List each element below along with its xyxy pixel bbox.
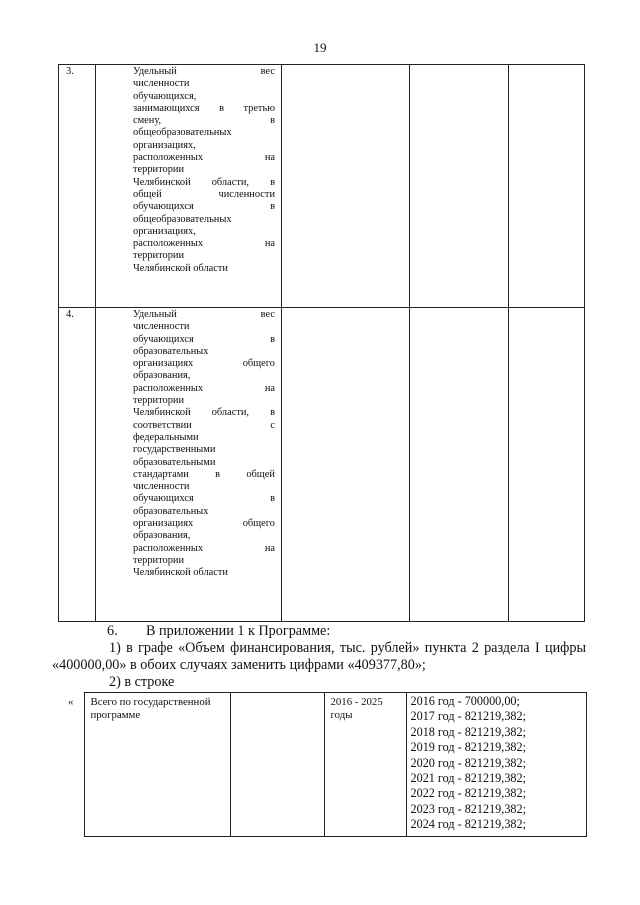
description-line: образования, [133,370,191,382]
empty-cell [410,65,509,308]
description-line: образования, [133,530,191,542]
description-line: организациях общего [133,518,275,530]
description-line: организациях, [133,225,196,237]
description-line: Челябинской области, в [133,407,275,419]
description-line: численности [133,321,190,333]
description-line: федеральными [133,431,199,443]
description-line: расположенных на [133,382,275,394]
description-line: территории [133,554,185,566]
item-6-subitem-2: 2) в строке [109,674,175,690]
description-line: расположенных на [133,542,275,554]
description-line: соответствии с [133,419,275,431]
description-line: Челябинской области [133,262,228,274]
description-line: Челябинской области [133,567,228,579]
empty-cell [282,65,410,308]
year-line: 2022 год - 821219,382; [410,786,526,801]
year-line: 2021 год - 821219,382; [410,771,526,786]
description-line: обучающихся в [133,333,275,345]
financing-row [62,693,586,837]
description-line: организациях общего [133,358,275,370]
description-line: организациях, [133,139,196,151]
program-period: 2016 - 2025 годы [324,693,406,837]
description-line: численности [133,481,190,493]
indicator-description [96,65,282,308]
description-line: территории [133,250,185,262]
indicator-row-3 [59,65,585,308]
indicator-number: 4. [59,308,96,622]
description-line: общеобразовательных [133,127,232,139]
indicator-number: 3. [59,65,96,308]
item-6-subitem-1: 1) в графе «Объем финансирования, тыс. рублей» пункта 2 раздела I цифры «400000,00» в обоих случаях заменить цифрами «409377,80»; [52,640,586,673]
description-line: смену, в [133,115,275,127]
description-line: общеобразовательных [133,213,232,225]
description-line: расположенных на [133,238,275,250]
description-line: расположенных на [133,152,275,164]
description-line: обучающихся, [133,90,197,102]
page-number: 19 [313,40,327,55]
description-line: обучающихся в [133,201,275,213]
indicator-description-text [133,309,275,580]
description-line: Удельный вес [133,66,275,77]
year-line: 2018 год - 821219,382; [410,724,526,739]
indicators-table [58,64,585,622]
year-line: 2019 год - 821219,382; [410,740,526,755]
description-line: государственными [133,444,216,456]
indicator-row-4 [59,308,585,622]
empty-cell [509,308,585,622]
empty-cell [410,308,509,622]
description-line: территории [133,395,185,407]
description-line: Удельный вес [133,309,275,320]
description-line: образовательных [133,505,209,517]
year-line: 2016 год - 700000,00; [410,694,520,708]
description-line: Челябинской области, в [133,176,275,188]
year-line: 2024 год - 821219,382; [410,817,526,832]
description-line: численности [133,78,190,90]
description-line: занимающихся в третью [133,102,275,114]
description-line: территории [133,164,185,176]
description-line: обучающихся в [133,493,275,505]
program-name: Всего по государственной программе [84,693,230,837]
indicator-description-text [133,66,275,275]
year-line: 2017 год - 821219,382; [410,709,526,724]
description-line: образовательными [133,456,216,468]
year-line: 2023 год - 821219,382; [410,801,526,816]
yearly-financing [406,693,586,837]
financing-table [62,692,587,837]
item-6-heading: 6. В приложении 1 к Программе: [107,623,331,639]
description-line: стандартами в общей [133,468,275,480]
empty-cell [230,693,324,837]
description-line: общей численности [133,188,275,200]
opening-quote: « [62,693,84,837]
description-line: образовательных [133,345,209,357]
empty-cell [509,65,585,308]
year-line: 2020 год - 821219,382; [410,755,526,770]
indicator-description [96,308,282,622]
empty-cell [282,308,410,622]
